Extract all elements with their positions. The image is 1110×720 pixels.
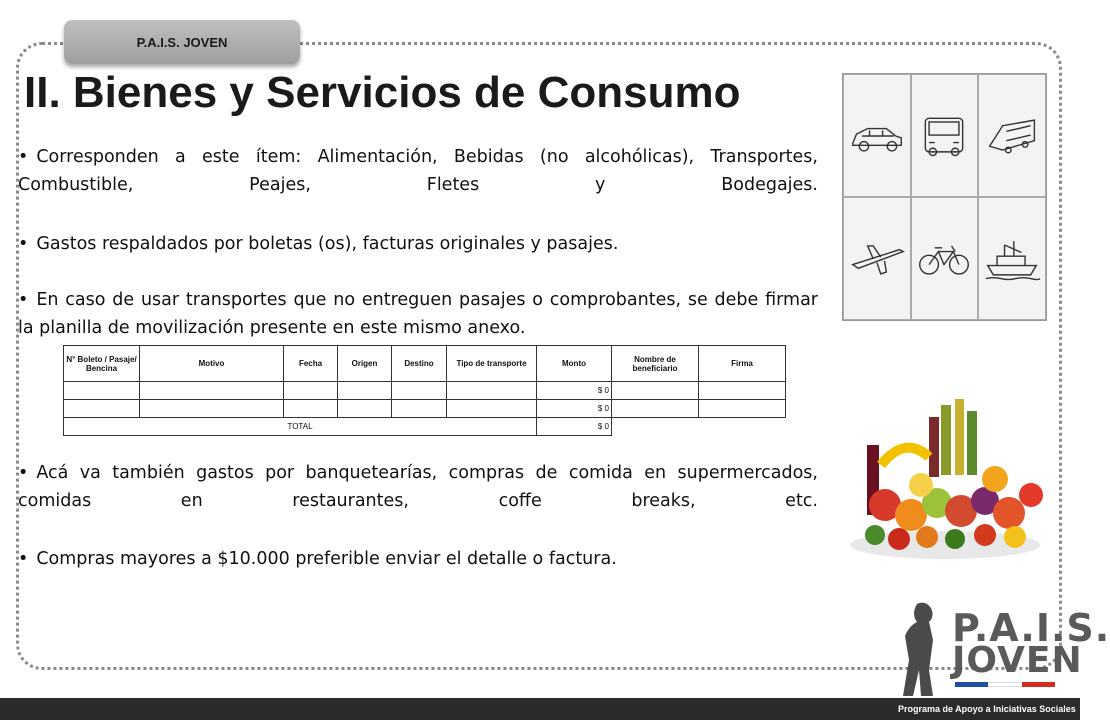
table-total-row — [64, 418, 786, 436]
bullet-item — [18, 143, 818, 199]
table-header: Origen — [338, 346, 392, 382]
table-total-value: $ 0 — [537, 418, 612, 436]
car-icon — [849, 108, 905, 164]
bullet-item — [18, 459, 818, 515]
table-header-row — [64, 346, 786, 382]
table-cell[interactable] — [64, 400, 140, 418]
table-cell[interactable] — [392, 382, 447, 400]
table-header: Motivo — [140, 346, 284, 382]
table-row — [64, 382, 786, 400]
transport-illustration — [842, 73, 1047, 321]
table-cell[interactable] — [338, 382, 392, 400]
logo-text-joven: JOVEN — [952, 640, 1083, 681]
bullet-text: Acá va también gastos por banquetearías, compras de comida en supermercados, comidas en restaurantes, coffe breaks, etc. — [18, 463, 818, 511]
table-header: Firma — [699, 346, 786, 382]
bullet-text: En caso de usar transportes que no entreguen pasajes o comprobantes, se debe firmar la planilla de movilización presente en este mismo anexo. — [18, 290, 818, 338]
table-header: Nombre de beneficiario — [612, 346, 699, 382]
bullet-item — [18, 545, 818, 573]
flag-stripe-white — [988, 682, 1021, 687]
bullet-item — [18, 230, 818, 258]
table-cell-monto: $ 0 — [537, 382, 612, 400]
table-cell[interactable] — [392, 400, 447, 418]
table-cell[interactable] — [338, 400, 392, 418]
table-cell[interactable] — [612, 382, 699, 400]
table-cell-monto: $ 0 — [537, 400, 612, 418]
table-cell[interactable] — [64, 382, 140, 400]
table-cell[interactable] — [612, 400, 699, 418]
bullet-text: Corresponden a este ítem: Alimentación, Bebidas (no alcohólicas), Transportes, Combustible, Peajes, Fletes y Bodegajes. — [18, 147, 818, 195]
table-row — [64, 400, 786, 418]
table-cell[interactable] — [447, 400, 537, 418]
section-tab-label: P.A.I.S. JOVEN — [136, 34, 228, 50]
flag-stripe-blue — [955, 682, 988, 687]
bullet-item — [18, 286, 818, 342]
table-cell[interactable] — [447, 382, 537, 400]
logo-flag-stripe — [955, 682, 1055, 687]
bicycle-icon — [916, 231, 972, 287]
table-total-label: TOTAL — [64, 418, 537, 436]
table-header: Monto — [537, 346, 612, 382]
bullet-mark: • — [18, 549, 29, 569]
table-empty — [612, 418, 699, 436]
bullet-mark: • — [18, 234, 29, 254]
table-cell[interactable] — [140, 382, 284, 400]
food-illustration — [845, 395, 1050, 565]
train-icon — [984, 108, 1040, 164]
movilizacion-table — [63, 345, 786, 436]
table-header: Fecha — [284, 346, 338, 382]
bullet-mark: • — [18, 463, 29, 483]
table-empty — [699, 418, 786, 436]
bullet-mark: • — [18, 147, 29, 167]
table-header: Destino — [392, 346, 447, 382]
table-cell[interactable] — [284, 382, 338, 400]
section-tab — [64, 20, 300, 64]
bullet-mark: • — [18, 290, 29, 310]
table-header: Tipo de transporte — [447, 346, 537, 382]
slide-title: II. Bienes y Servicios de Consumo — [24, 68, 741, 117]
table-header: N° Boleto / Pasaje/ Bencina — [64, 346, 140, 382]
table-cell[interactable] — [699, 400, 786, 418]
bus-icon — [916, 108, 972, 164]
bullet-text: Compras mayores a $10.000 preferible enviar el detalle o factura. — [36, 549, 617, 569]
bullet-text: Gastos respaldados por boletas (os), facturas originales y pasajes. — [36, 234, 619, 254]
table-cell[interactable] — [140, 400, 284, 418]
footer-tagline: Programa de Apoyo a Iniciativas Sociales — [898, 704, 1076, 714]
airplane-icon — [849, 231, 905, 287]
logo-text-pais: P.A.I.S. — [952, 606, 1110, 650]
flag-stripe-red — [1022, 682, 1055, 687]
table-cell[interactable] — [284, 400, 338, 418]
ship-icon — [984, 231, 1040, 287]
table-cell[interactable] — [699, 382, 786, 400]
